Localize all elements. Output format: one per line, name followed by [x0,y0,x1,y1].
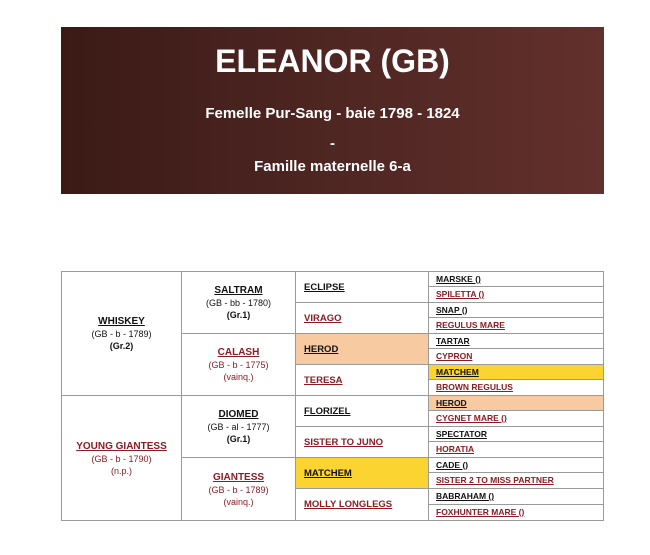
gen2-cell [181,333,296,396]
gen2-note: (vainq.) [223,496,254,507]
gen4-cell [428,488,604,505]
sire-info: (GB - b - 1789) [91,329,152,339]
gen2-cell [181,457,296,521]
gen4-name-link[interactable]: BABRAHAM () [436,491,495,501]
header-separator: - [330,135,335,152]
sire-cell [61,271,182,396]
gen3-name-link[interactable]: ECLIPSE [304,281,345,293]
gen4-name-link[interactable]: TARTAR [436,335,470,346]
gen4-name-link[interactable]: MATCHEM [436,366,479,377]
gen4-cell [428,472,604,489]
gen4-name-link[interactable]: HEROD [436,397,467,408]
gen2-note: (vainq.) [223,372,254,382]
gen4-name-link[interactable]: SISTER 2 TO MISS PARTNER [436,475,554,485]
pedigree-table [61,271,604,521]
gen3-cell [295,426,429,458]
gen4-name-link[interactable]: CYPRON [436,351,473,361]
gen3-name-link[interactable]: FLORIZEL [304,405,351,417]
gen2-info: (GB - b - 1775) [208,360,269,370]
gen4-cell [428,348,604,365]
gen4-cell [428,333,604,349]
gen4-cell-highlighted [428,395,604,411]
gen4-name-link[interactable]: CADE () [436,459,469,470]
gen3-name-link[interactable]: HEROD [304,343,339,355]
gen2-name-link[interactable]: CALASH [217,347,260,358]
gen4-name-link[interactable]: FOXHUNTER MARE () [436,507,525,517]
gen3-cell [295,488,429,521]
gen2-info: (GB - b - 1789) [208,484,269,495]
gen4-name-link[interactable]: SPECTATOR [436,428,488,439]
gen3-name-link[interactable]: SISTER TO JUNO [304,436,384,448]
gen4-cell [428,410,604,427]
gen4-name-link[interactable]: BROWN REGULUS [436,382,513,392]
gen2-cell [181,271,296,334]
dam-info: (GB - b - 1790) [91,453,152,464]
gen3-cell-highlighted [295,457,429,489]
gen4-name-link[interactable]: CYGNET MARE () [436,413,507,423]
gen4-cell [428,271,604,287]
gen3-name-link[interactable]: VIRAGO [304,312,342,324]
title-banner [61,27,604,194]
dam-name-link[interactable]: YOUNG GIANTESS [76,440,167,452]
gen4-cell [428,302,604,318]
gen2-note: (Gr.1) [226,434,251,444]
gen4-cell [428,504,604,521]
horse-name-title: ELEANOR (GB) [215,43,450,79]
gen4-name-link[interactable]: REGULUS MARE [436,320,505,330]
gen3-cell [295,395,429,427]
gen2-info: (GB - bb - 1780) [205,298,272,308]
gen3-name-link[interactable]: TERESA [304,374,343,386]
gen3-name-link[interactable]: MOLLY LONGLEGS [304,499,393,510]
gen2-name-link[interactable]: DIOMED [218,409,259,420]
maternal-family: Famille maternelle 6-a [254,158,411,175]
gen4-name-link[interactable]: HORATIA [436,444,475,454]
gen4-cell-highlighted [428,364,604,380]
gen2-note: (Gr.1) [226,310,251,320]
horse-description: Femelle Pur-Sang - baie 1798 - 1824 [205,105,460,122]
gen2-cell [181,395,296,458]
gen4-cell [428,286,604,303]
gen4-cell [428,457,604,473]
gen4-name-link[interactable]: SNAP () [436,304,468,315]
gen3-cell-highlighted [295,333,429,365]
gen4-cell [428,317,604,334]
sire-name-link[interactable]: WHISKEY [98,316,145,327]
gen3-cell [295,271,429,303]
dam-cell [61,395,182,521]
gen2-name-link[interactable]: SALTRAM [214,285,263,296]
gen3-cell [295,302,429,334]
gen3-cell [295,364,429,396]
gen4-cell [428,441,604,458]
sire-note: (Gr.2) [109,341,134,351]
gen2-name-link[interactable]: GIANTESS [212,471,265,483]
gen4-name-link[interactable]: SPILETTA () [436,289,485,299]
gen4-name-link[interactable]: MARSKE () [436,273,481,284]
gen4-cell [428,379,604,396]
gen3-name-link[interactable]: MATCHEM [304,467,352,479]
gen2-info: (GB - al - 1777) [207,422,270,432]
dam-note: (n.p.) [110,465,132,476]
gen4-cell [428,426,604,442]
